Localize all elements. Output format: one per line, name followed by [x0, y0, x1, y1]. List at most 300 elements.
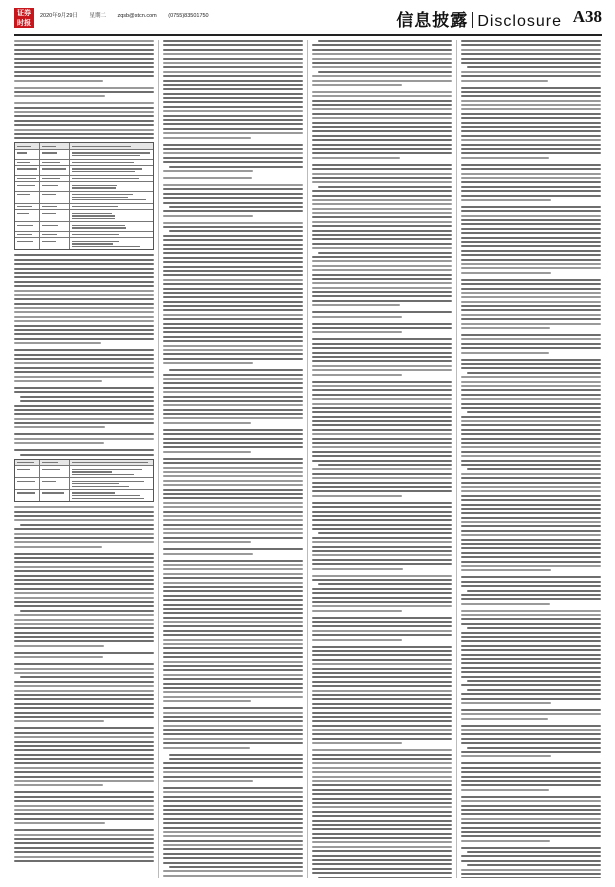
text-line [461, 552, 601, 554]
text-line [461, 576, 601, 578]
text-line [163, 573, 303, 575]
text-line [461, 144, 601, 146]
text-line [14, 754, 154, 756]
text-line [461, 139, 601, 141]
text-line [14, 716, 154, 718]
text-line [312, 597, 452, 599]
cell-text-line [17, 152, 27, 153]
text-line [312, 247, 452, 249]
text-line [312, 323, 452, 325]
text-line [312, 148, 452, 150]
table-row [15, 160, 153, 167]
table-cell [40, 160, 70, 166]
text-line [163, 378, 303, 380]
text-line [312, 58, 452, 60]
text-line [461, 385, 601, 387]
text-line [163, 762, 303, 764]
text-line [163, 446, 303, 448]
text-line [312, 707, 452, 709]
text-line [461, 267, 601, 269]
cell-text-line [42, 178, 60, 179]
text-line [461, 228, 601, 230]
text-line [461, 181, 601, 183]
column-2 [163, 40, 303, 878]
text-line [14, 694, 154, 696]
text-line [14, 342, 101, 344]
table-cell [15, 192, 40, 203]
text-line [461, 780, 601, 782]
text-line [163, 853, 303, 855]
text-line [312, 872, 452, 874]
contact-email[interactable]: zqsb@stcn.com [117, 13, 157, 19]
text-line [312, 837, 452, 839]
cell-text-line [72, 146, 131, 147]
table-cell [70, 478, 153, 489]
table-row [15, 490, 153, 501]
text-line [461, 543, 601, 545]
text-line [461, 713, 601, 715]
text-line [163, 244, 303, 246]
text-line [14, 767, 154, 769]
text-line [461, 292, 601, 294]
text-line [312, 75, 452, 77]
text-line [14, 749, 154, 751]
text-line [163, 215, 253, 217]
text-line [14, 329, 154, 331]
text-line [312, 44, 452, 46]
text-line [312, 859, 452, 861]
table-row [15, 176, 153, 183]
text-line [312, 104, 452, 106]
text-line [461, 805, 601, 807]
text-line [312, 208, 452, 210]
text-line [312, 203, 452, 205]
text-line [163, 296, 303, 298]
text-line [163, 669, 303, 671]
text-line [461, 215, 601, 217]
text-line [163, 822, 303, 824]
text-line [163, 625, 303, 627]
text-line [14, 597, 154, 599]
text-line [14, 712, 154, 714]
text-line [461, 44, 601, 46]
text-line [312, 144, 452, 146]
text-line [312, 742, 402, 744]
text-line [14, 842, 154, 844]
text-line [461, 521, 601, 523]
text-line [14, 91, 154, 93]
text-line [312, 338, 452, 340]
cell-text-line [72, 162, 134, 163]
text-line [461, 482, 601, 484]
text-line [163, 119, 303, 121]
text-line [163, 791, 303, 793]
table-cell [15, 166, 40, 174]
text-line [14, 433, 154, 435]
text-line [312, 164, 452, 166]
text-line [163, 813, 303, 815]
text-line [163, 283, 303, 285]
cell-text-line [17, 234, 32, 235]
text-line [312, 663, 452, 665]
text-line [312, 256, 452, 258]
text-line [312, 824, 452, 826]
text-line [461, 618, 601, 620]
text-line [461, 254, 601, 256]
text-line [312, 108, 452, 110]
text-line [312, 291, 452, 293]
text-line [467, 851, 601, 853]
text-line [312, 502, 452, 504]
table-cell [40, 150, 70, 158]
text-line [169, 369, 303, 371]
cell-text-line [17, 492, 35, 493]
table-cell [40, 204, 70, 210]
text-line [461, 767, 601, 769]
text-line [14, 95, 105, 97]
text-line [312, 269, 452, 271]
text-line [312, 265, 452, 267]
text-line [163, 349, 303, 351]
text-line [461, 157, 549, 159]
text-line [461, 784, 601, 786]
text-line [163, 438, 303, 440]
text-line [14, 561, 154, 563]
text-line [14, 62, 154, 64]
table-cell [70, 176, 153, 182]
text-line [461, 438, 601, 440]
text-line [461, 104, 601, 106]
text-line [14, 298, 154, 300]
cell-text-line [72, 492, 115, 493]
text-line [312, 749, 452, 751]
text-line [14, 703, 154, 705]
text-line [14, 254, 154, 256]
text-line [461, 376, 601, 378]
text-line [14, 102, 154, 104]
text-line [14, 583, 154, 585]
text-line [461, 168, 601, 170]
text-paragraphs [461, 40, 601, 878]
text-line [312, 733, 452, 735]
cell-text-line [72, 155, 140, 156]
text-line [312, 654, 452, 656]
text-line [312, 784, 452, 786]
table-cell [40, 182, 70, 190]
text-line [312, 455, 452, 457]
text-line [318, 71, 452, 73]
cell-text-line [17, 146, 31, 147]
table-cell [40, 490, 70, 501]
text-line [312, 468, 452, 470]
table-cell [40, 222, 70, 230]
text-line [312, 446, 452, 448]
text-line [169, 206, 303, 208]
text-line [14, 387, 154, 389]
text-line [14, 362, 154, 364]
text-line [318, 40, 452, 42]
text-line [461, 547, 601, 549]
text-line [14, 263, 154, 265]
text-line [14, 75, 154, 77]
text-line [14, 338, 154, 340]
text-line [461, 762, 601, 764]
text-line [163, 720, 303, 722]
text-line [14, 614, 154, 616]
text-line [312, 528, 452, 530]
text-line [163, 148, 303, 150]
text-line [461, 100, 601, 102]
text-line [169, 866, 303, 868]
text-line [467, 590, 601, 592]
text-line [461, 702, 551, 704]
text-line [312, 676, 452, 678]
text-line [163, 266, 303, 268]
text-line [312, 152, 452, 154]
text-line [163, 387, 303, 389]
text-line [312, 230, 452, 232]
text-line [14, 449, 154, 451]
cell-text-line [17, 241, 33, 242]
text-line [163, 400, 303, 402]
text-line [163, 336, 303, 338]
text-line [461, 800, 601, 802]
text-line [461, 603, 550, 605]
text-line [312, 117, 452, 119]
table-row [15, 238, 153, 249]
text-line [312, 802, 452, 804]
text-line [163, 202, 303, 204]
text-line [14, 281, 154, 283]
text-line [461, 305, 601, 307]
text-line [312, 703, 452, 705]
cell-text-line [72, 168, 142, 169]
text-line [312, 639, 402, 641]
text-line [461, 671, 601, 673]
text-line [461, 698, 601, 700]
text-line [312, 374, 402, 376]
text-line [461, 71, 601, 73]
text-line [163, 599, 303, 601]
text-line [461, 323, 601, 325]
text-line [461, 610, 601, 612]
text-line [14, 727, 154, 729]
text-line [318, 186, 452, 188]
text-line [14, 376, 154, 378]
text-line [461, 658, 601, 660]
column-4 [461, 40, 601, 878]
text-line [312, 477, 452, 479]
text-line [163, 528, 303, 530]
text-line [14, 720, 104, 722]
table-cell [70, 166, 153, 174]
cell-text-line [72, 199, 146, 200]
text-line [163, 800, 303, 802]
text-line [312, 381, 452, 383]
text-line [163, 137, 251, 139]
text-line [163, 80, 303, 82]
text-line [312, 771, 452, 773]
cell-text-line [17, 168, 37, 169]
text-line [461, 403, 601, 405]
text-line [312, 650, 452, 652]
text-line [163, 661, 303, 663]
text-line [14, 53, 154, 55]
text-line [163, 327, 303, 329]
text-line [163, 639, 303, 641]
cell-text-line [17, 462, 34, 463]
text-line [461, 827, 601, 829]
text-line [163, 40, 303, 42]
cell-text-line [42, 213, 56, 214]
text-line [14, 272, 154, 274]
newspaper-logo: 证券 时报 [14, 8, 34, 28]
text-line [14, 426, 105, 428]
text-line [312, 424, 452, 426]
text-line [312, 407, 452, 409]
text-line [14, 354, 154, 356]
table-cell [40, 210, 70, 221]
text-line [461, 113, 601, 115]
text-line [163, 362, 253, 364]
text-line [461, 241, 601, 243]
text-line [163, 144, 303, 146]
text-paragraphs [14, 506, 154, 862]
text-line [461, 433, 601, 435]
text-line [461, 818, 601, 820]
text-line [312, 610, 402, 612]
text-line [312, 403, 452, 405]
text-line [312, 621, 452, 623]
text-line [20, 676, 154, 678]
text-line [14, 741, 154, 743]
cell-text-line [17, 206, 32, 207]
text-line [312, 490, 452, 492]
text-line [14, 736, 154, 738]
text-line [461, 725, 601, 727]
cell-text-line [72, 225, 124, 226]
text-line [163, 422, 251, 424]
text-line [14, 668, 154, 670]
text-line [163, 548, 303, 550]
text-line [461, 840, 550, 842]
text-line [312, 295, 452, 297]
text-line [467, 468, 601, 470]
text-line [14, 371, 154, 373]
text-line [14, 851, 154, 853]
text-line [312, 754, 452, 756]
text-line [461, 40, 601, 42]
text-line [318, 877, 452, 878]
text-line [312, 712, 452, 714]
text-line [163, 683, 303, 685]
text-line [461, 581, 601, 583]
text-line [312, 394, 452, 396]
text-line [163, 506, 303, 508]
table-cell [70, 232, 153, 238]
text-line [14, 796, 154, 798]
text-line [312, 278, 452, 280]
text-line [312, 841, 452, 843]
table-row [15, 204, 153, 211]
text-line [312, 776, 452, 778]
text-line [312, 327, 452, 329]
table-cell [15, 150, 40, 158]
text-line [163, 58, 303, 60]
text-line [14, 800, 154, 802]
text-line [163, 480, 303, 482]
text-line [14, 87, 154, 89]
cell-text-line [17, 162, 30, 163]
text-line [163, 157, 303, 159]
text-line [312, 389, 452, 391]
text-line [312, 130, 452, 132]
text-line [312, 433, 452, 435]
text-line [461, 490, 601, 492]
text-line [163, 840, 303, 842]
cell-text-line [72, 498, 144, 499]
text-line [461, 279, 601, 281]
text-line [163, 184, 303, 186]
text-line [312, 91, 452, 93]
text-line [461, 206, 601, 208]
text-line [14, 528, 154, 530]
text-line [461, 237, 601, 239]
text-line [163, 409, 303, 411]
text-line [461, 451, 601, 453]
text-line [312, 482, 452, 484]
text-line [461, 534, 601, 536]
text-line [461, 416, 601, 418]
text-line [163, 532, 303, 534]
text-line [461, 394, 601, 396]
text-line [163, 707, 303, 709]
text-line [169, 758, 303, 760]
text-line [163, 582, 303, 584]
text-line [461, 164, 601, 166]
text-line [163, 696, 303, 698]
cell-text-line [72, 246, 140, 247]
column-divider [456, 40, 457, 878]
text-line [312, 438, 452, 440]
text-line [163, 115, 303, 117]
text-line [461, 873, 601, 875]
text-line [163, 767, 303, 769]
issue-weekday: 星期二 [89, 13, 106, 19]
text-line [163, 222, 303, 224]
text-line [461, 363, 601, 365]
text-line [461, 210, 601, 212]
cell-text-line [72, 218, 114, 219]
text-line [312, 411, 452, 413]
text-line [163, 524, 303, 526]
table-cell [40, 166, 70, 174]
text-line [14, 519, 154, 521]
text-line [312, 519, 452, 521]
text-line [312, 690, 452, 692]
cell-text-line [17, 481, 35, 482]
text-line [312, 365, 452, 367]
text-line [163, 857, 303, 859]
text-line [312, 541, 452, 543]
text-line [461, 835, 601, 837]
text-line [14, 80, 103, 82]
text-line [461, 525, 601, 527]
text-line [312, 343, 452, 345]
text-line [163, 261, 303, 263]
text-line [14, 307, 154, 309]
text-line [461, 813, 601, 815]
